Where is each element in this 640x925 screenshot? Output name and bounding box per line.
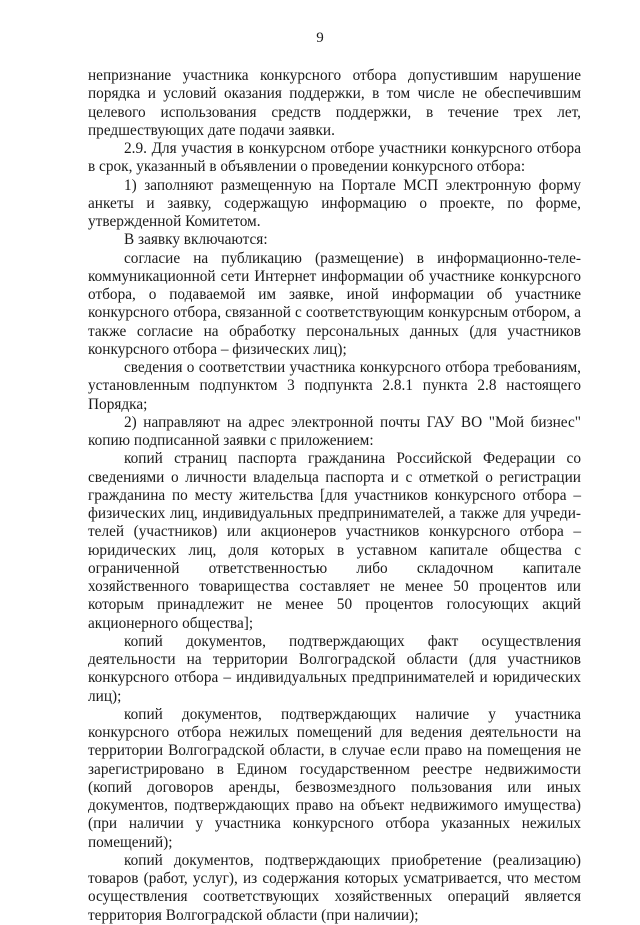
paragraph-premises-docs: копий документов, подтверждающих наличие у участника конкурсного отбора нежилых помещений для ведения деятельности на территории Волгоградской области, в случае если право на помещения не зарегистрировано в Едином государственном реестре недвижимости (копий договоров аренды, безвозмездного пользования или иных документов, подтверждающих право на объект недвижимого имущества) (при наличии у участника конкурсного отбора указанных нежилых помещений); bbox=[88, 705, 581, 851]
page-number: 9 bbox=[316, 30, 324, 46]
paragraph-consent: согласие на публикацию (размещение) в информационно-телекоммуникационной сети Интернет информации об участнике конкурсного отбора, о подаваемой им заявке, иной информации об участнике конкурсного отбора, связанной с соответствующим конкурсным отбором, а также согласие на обработку персональных данных (для участников конкурсного отбора – физических лиц); bbox=[88, 249, 581, 358]
paragraph-application-includes: В заявку включаются: bbox=[124, 231, 268, 249]
paragraph-item-2: 2) направляют на адрес электронной почты ГАУ ВО "Мой бизнес" копию подписанной заявки с приложением: bbox=[88, 413, 581, 449]
paragraph-activity-docs: копий документов, подтверждающих факт осуществления деятельности на территории Волгоградской области (для участников конкурсного отбора – индивидуальных предпринимателей и юридических лиц); bbox=[88, 632, 581, 705]
paragraph-2-9: 2.9. Для участия в конкурсном отборе участники конкурсного отбора в срок, указанный в объявлении о проведении конкурсного отбора: bbox=[88, 140, 581, 176]
paragraph-goods-docs: копий документов, подтверждающих приобретение (реализацию) товаров (работ, услуг), из содержания которых усматривается, что местом осуществления соответствующих хозяйственных операций является территория Волгоградской области (при наличии); bbox=[88, 851, 581, 924]
paragraph-item-1: 1) заполняют размещенную на Портале МСП электронную форму анкеты и заявку, содержащую информацию о проекте, по форме, утвержденной Комитетом. bbox=[88, 176, 581, 230]
paragraph-passport-copies: копий страниц паспорта гражданина Российской Федерации со сведениями о личности владельца паспорта и с отметкой о регистрации гражданина по месту жительства [для участников конкурсного отбора – физических лиц, индивидуальных предпринимателей, а также для учредителей (участников) или акционеров участников конкурсного отбора – юридических лиц, доля которых в уставном капитале общества с ограниченной ответственностью либо складочном капитале хозяйственного товарищества составляет не менее 50 процентов или которым принадлежит не менее 50 процентов голосующих акций акционерного общества]; bbox=[88, 450, 581, 632]
document-body bbox=[88, 67, 581, 925]
paragraph-1: непризнание участника конкурсного отбора допустившим нарушение порядка и условий оказания поддержки, в том числе не обеспечившим целевого использования средств поддержки, в течение трех лет, предшествующих дате подачи заявки. bbox=[88, 67, 581, 139]
paragraph-compliance-info: сведения о соответствии участника конкурсного отбора требованиям, установленным подпунктом 3 подпункта 2.8.1 пункта 2.8 настоящего Порядка; bbox=[88, 359, 581, 413]
